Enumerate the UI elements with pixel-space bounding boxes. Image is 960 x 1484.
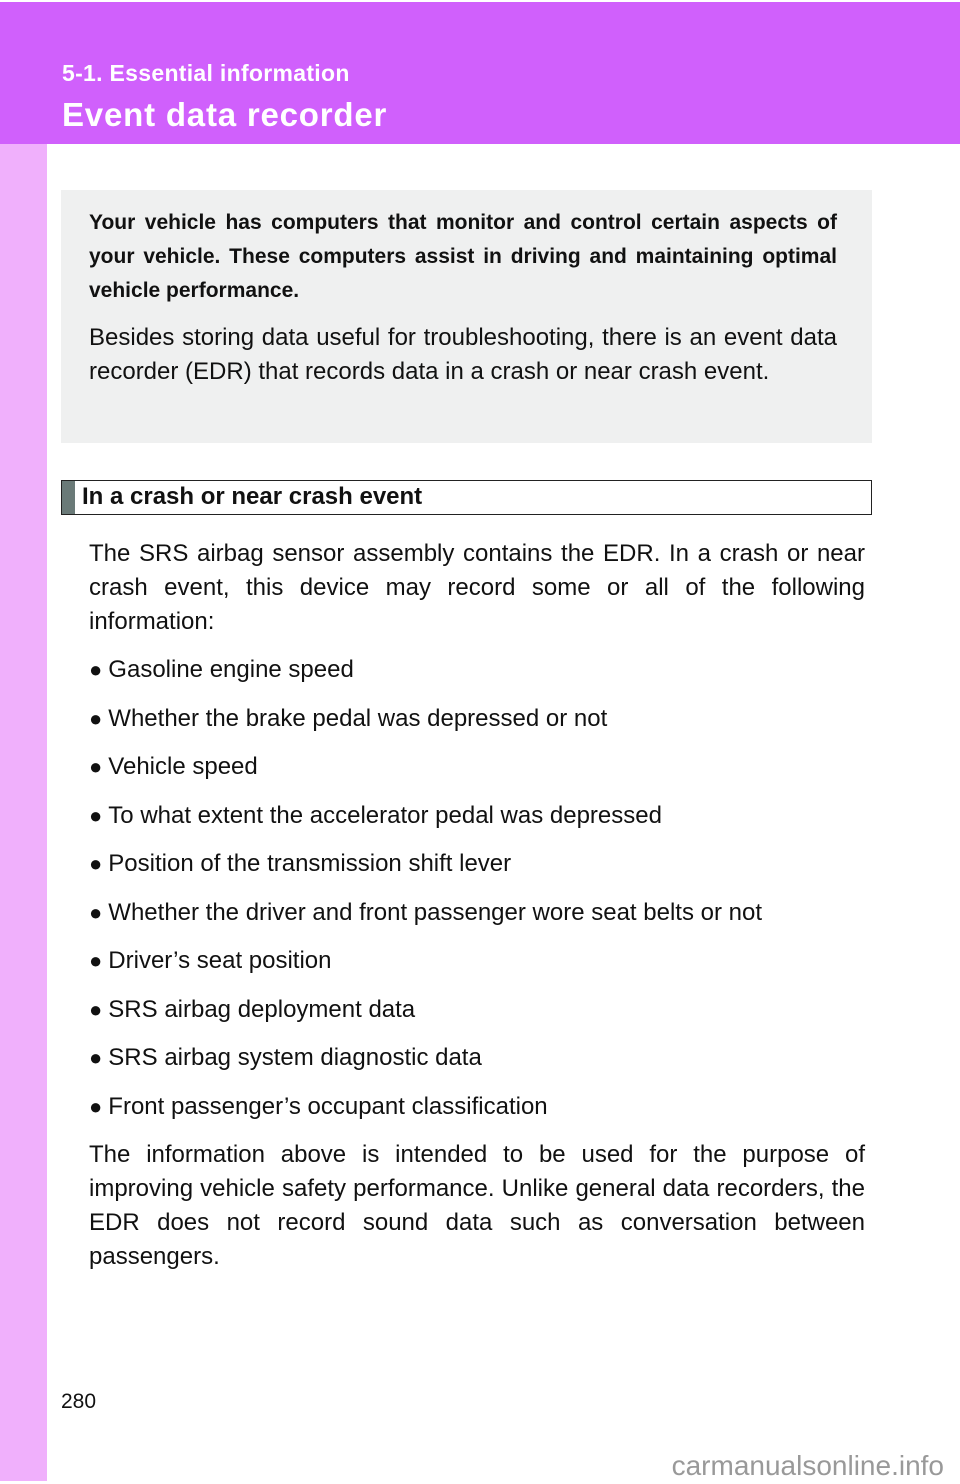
side-tab-strip — [0, 144, 47, 1481]
bullet-icon: ● — [89, 705, 103, 731]
subheading: In a crash or near crash event — [82, 483, 423, 510]
bullet-icon: ● — [89, 851, 103, 876]
intro-paragraph: The SRS airbag sensor assembly contains the EDR. In a crash or near crash event, this device may record some or all of the following information: — [89, 540, 865, 635]
list-item-text: Position of the transmission shift lever — [108, 850, 512, 877]
main-body — [89, 537, 865, 1274]
bullet-icon: ● — [89, 1093, 103, 1119]
page-header — [0, 2, 960, 144]
section-label: 5-1. Essential information — [62, 60, 350, 86]
list-item-text: Whether the driver and front passenger wore seat belts or not — [108, 898, 762, 926]
list-item-text: SRS airbag system diagnostic data — [108, 1044, 482, 1071]
list-item — [89, 799, 865, 848]
list-item — [89, 896, 865, 945]
bullet-icon: ● — [89, 996, 103, 1022]
bullet-icon: ● — [89, 802, 103, 828]
watermark: carmanualsonline.info — [671, 1450, 944, 1481]
subheading-box — [61, 480, 872, 515]
list-item-text: Whether the brake pedal was depressed or not — [108, 704, 608, 732]
page-title: Event data recorder — [62, 96, 388, 133]
bullet-icon: ● — [89, 657, 103, 682]
list-item — [89, 847, 865, 896]
list-item — [89, 1090, 865, 1139]
bullet-list — [89, 653, 865, 1138]
list-item-text: Gasoline engine speed — [108, 656, 354, 683]
bullet-icon: ● — [89, 948, 103, 973]
list-item — [89, 993, 865, 1042]
list-item — [89, 653, 865, 702]
bullet-icon: ● — [89, 899, 103, 925]
subheading-accent-bar — [62, 481, 75, 514]
list-item-text: Driver’s seat position — [108, 947, 332, 974]
list-item-text: To what extent the accelerator pedal was depressed — [108, 801, 662, 829]
list-item — [89, 702, 865, 751]
summary-box — [61, 190, 872, 443]
page-number: 280 — [61, 1390, 97, 1413]
bullet-icon: ● — [89, 754, 103, 779]
summary-bold-text: Your vehicle has computers that monitor and control certain aspects of your vehicle. These computers assist in driving and maintaining optimal vehicle performance. — [89, 211, 837, 302]
list-item — [89, 944, 865, 993]
list-item-text: Vehicle speed — [108, 753, 258, 780]
closing-paragraph: The information above is intended to be used for the purpose of improving vehicle safety performance. Unlike general data recorders, the EDR does not record sound data such as conversation between passengers. — [89, 1141, 865, 1270]
list-item — [89, 750, 865, 799]
summary-text: Besides storing data useful for troubleshooting, there is an event data recorder (EDR) that records data in a crash or near crash event. — [89, 324, 837, 385]
bullet-icon: ● — [89, 1045, 103, 1070]
list-item — [89, 1041, 865, 1090]
list-item-text: SRS airbag deployment data — [108, 995, 416, 1023]
list-item-text: Front passenger’s occupant classification — [108, 1092, 548, 1120]
